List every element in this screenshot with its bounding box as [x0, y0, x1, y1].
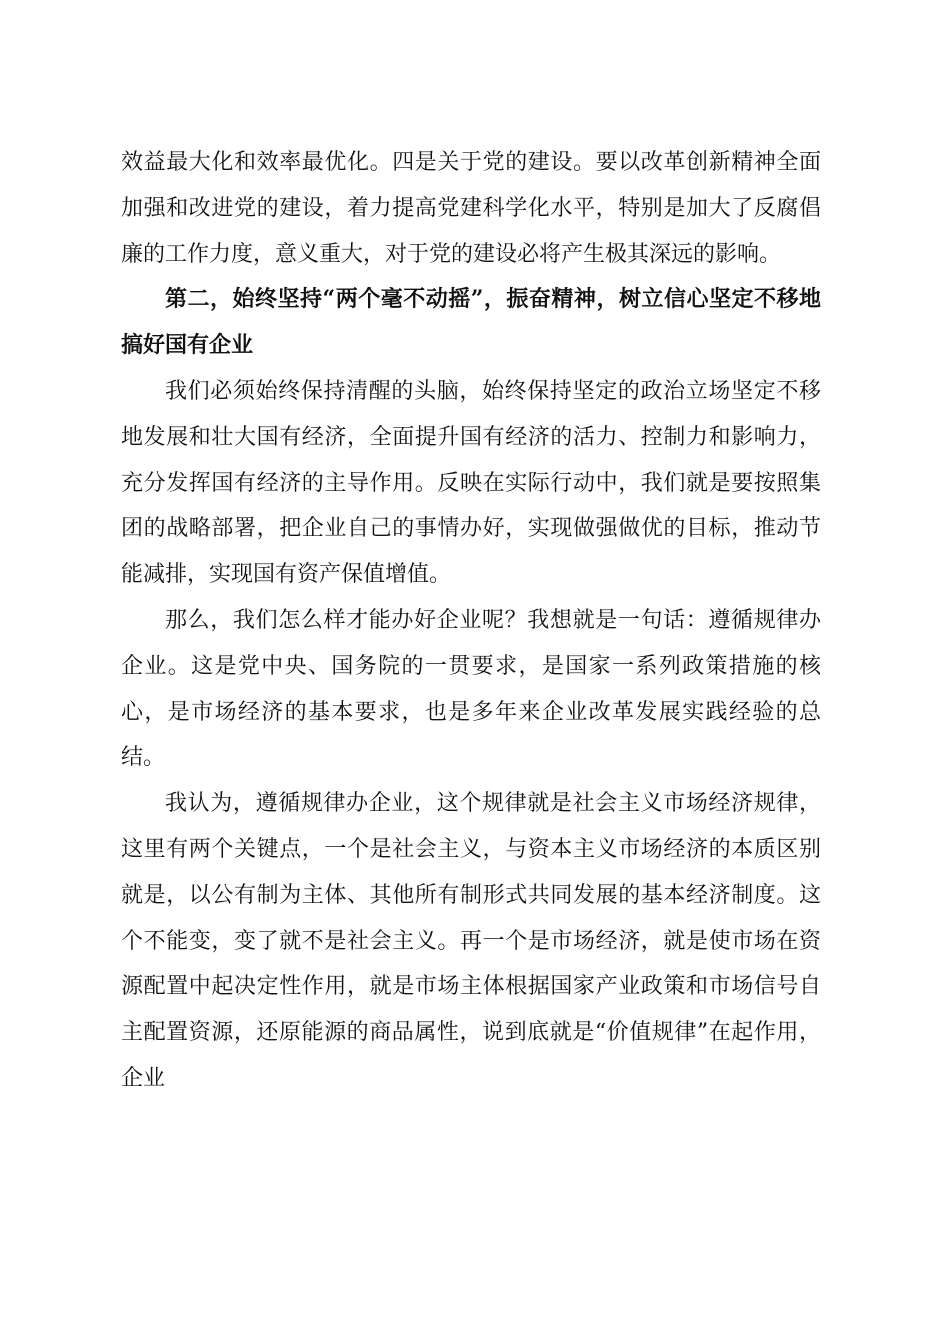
document-body	[121, 140, 821, 1102]
paragraph: 我认为，遵循规律办企业，这个规律就是社会主义市场经济规律，这里有两个关键点，一个是社会主义，与资本主义市场经济的本质区别就是，以公有制为主体、其他所有制形式共同发展的基本经济制度。这个不能变，变了就不是社会主义。再一个是市场经济，就是使市场在资源配置中起决定性作用，就是市场主体根据国家产业政策和市场信号自主配置资源，还原能源的商品属性，说到底就是“价值规律”在起作用，企业	[121, 791, 821, 1091]
paragraph: 我们必须始终保持清醒的头脑，始终保持坚定的政治立场坚定不移地发展和壮大国有经济，全面提升国有经济的活力、控制力和影响力，充分发挥国有经济的主导作用。反映在实际行动中，我们就是要按照集团的战略部署，把企业自己的事情办好，实现做强做优的目标，推动节能减排，实现国有资产保值增值。	[121, 378, 821, 588]
paragraph: 那么，我们怎么样才能办好企业呢？我想就是一句话：遵循规律办企业。这是党中央、国务院的一贯要求，是国家一系列政策措施的核心，是市场经济的基本要求，也是多年来企业改革发展实践经验的总结。	[121, 607, 821, 771]
section-heading: 第二，始终坚持“两个毫不动摇”，振奋精神，树立信心坚定不移地搞好国有企业	[121, 286, 821, 359]
paragraph-continuation: 效益最大化和效率最优化。四是关于党的建设。要以改革创新精神全面加强和改进党的建设，着力提高党建科学化水平，特别是加大了反腐倡廉的工作力度，意义重大，对于党的建设必将产生极其深远的影响。	[121, 150, 821, 267]
